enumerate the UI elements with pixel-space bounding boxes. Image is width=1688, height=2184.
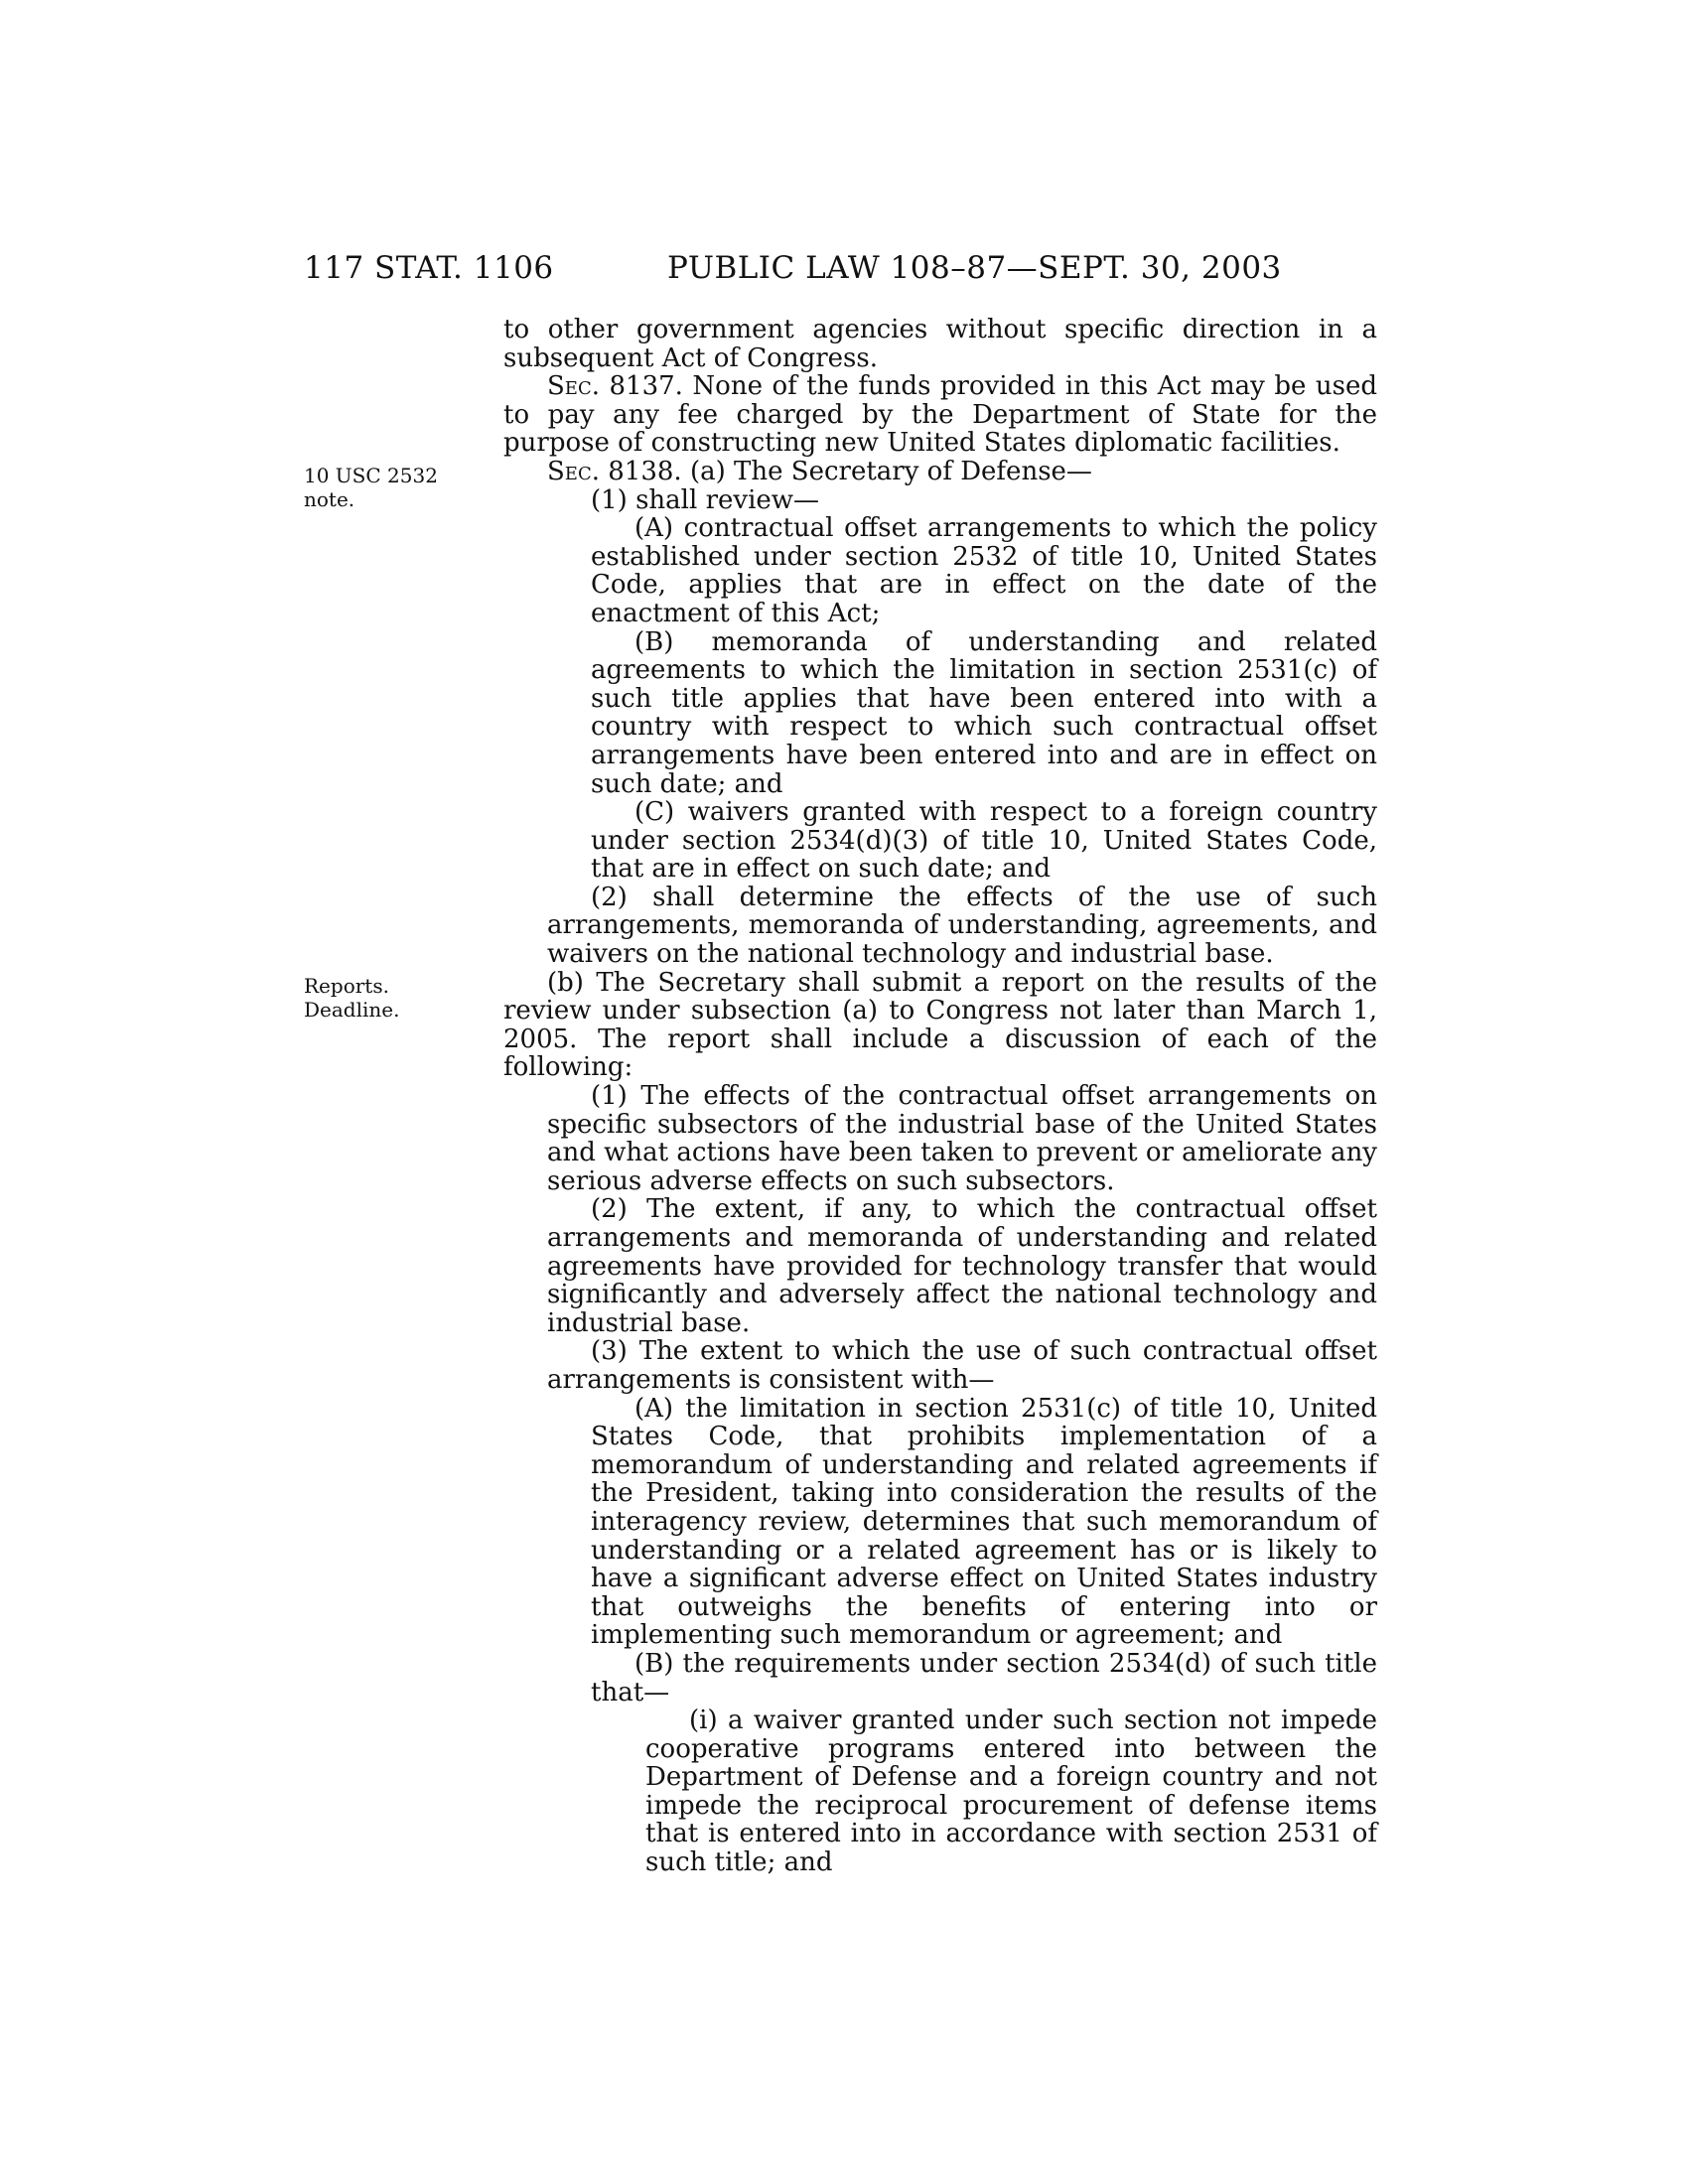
paragraph-10: (2) The extent, if any, to which the contractual offset arrangements and memoranda of understanding and related agreements have provided for technology transfer that would significantly and adversely affect the national technology and industrial base.: [547, 1194, 1377, 1338]
margin-note-reports-line2: Deadline.: [304, 998, 400, 1022]
margin-note-usc-line1: 10 USC 2532: [304, 464, 438, 487]
paragraph-1-text: 8137. None of the funds provided in this Act may be used to pay any fee charged by the Department of State for the purpose of constructing new United States diplomatic facilities.: [503, 371, 1377, 459]
sec-label-8137: Sec.: [547, 371, 600, 402]
margin-note-reports-line1: Reports.: [304, 974, 389, 998]
margin-note-usc: [304, 464, 438, 511]
sec-label-8138: Sec.: [547, 456, 600, 486]
paragraph-8: (b) The Secretary shall submit a report on the results of the review under subsection (a) to Congress not later than March 1, 2005. The report shall include a discussion of each of the following:: [503, 967, 1377, 1083]
margin-note-reports: [304, 974, 399, 1022]
paragraph-12: (A) the limitation in section 2531(c) of title 10, United States Code, that prohibits implementation of a memorandum of understanding and related agreements if the President, taking into consideration the results of the interagency review, determines that such memorandum of understanding or a related agreement has or is likely to have a significant adverse effect on United States industry that outweighs the benefits of entering into or implementing such memorandum or agreement; and: [591, 1393, 1377, 1651]
paragraph-0: to other government agencies without specific direction in a subsequent Act of Congress.: [503, 315, 1377, 373]
paragraph-3: (1) shall review—: [591, 484, 820, 515]
paragraph-2-text: 8138. (a) The Secretary of Defense—: [608, 456, 1092, 486]
body-text: [503, 316, 1377, 1877]
margin-note-usc-line2: note.: [304, 487, 355, 511]
page-header-stat: 117 STAT. 1106: [304, 250, 554, 286]
paragraph-11: (3) The extent to which the use of such contractual offset arrangements is consistent with—: [547, 1336, 1377, 1395]
paragraph-4: (A) contractual offset arrangements to which the policy established under section 2532 of title 10, United States Code, applies that are in effect on the date of the enactment of this Act;: [591, 513, 1377, 628]
paragraph-sec-8138: [503, 458, 1377, 486]
paragraph-5: (B) memoranda of understanding and related agreements to which the limitation in section 2531(c) of such title applies that have been entered into with a country with respect to which such contractual offset arrangements have been entered into and are in effect on such date; and: [591, 626, 1377, 799]
paragraph-6: (C) waivers granted with respect to a foreign country under section 2534(d)(3) of title 10, United States Code, that are in effect on such date; and: [591, 797, 1377, 885]
paragraph-sec-8137: [503, 372, 1377, 458]
page-header-law: PUBLIC LAW 108–87—SEPT. 30, 2003: [667, 250, 1282, 286]
paragraph-9: (1) The effects of the contractual offset arrangements on specific subsectors of the industrial base of the United States and what actions have been taken to prevent or ameliorate any serious adverse effects on such subsectors.: [547, 1081, 1377, 1196]
paragraph-13: (B) the requirements under section 2534(d) of such title that—: [591, 1648, 1377, 1707]
paragraph-7: (2) shall determine the effects of the use of such arrangements, memoranda of understanding, agreements, and waivers on the national technology and industrial base.: [547, 882, 1377, 970]
paragraph-14: (i) a waiver granted under such section not impede cooperative programs entered into between the Department of Defense and a foreign country and not impede the reciprocal procurement of defense items that is entered into in accordance with section 2531 of such title; and: [645, 1706, 1377, 1878]
